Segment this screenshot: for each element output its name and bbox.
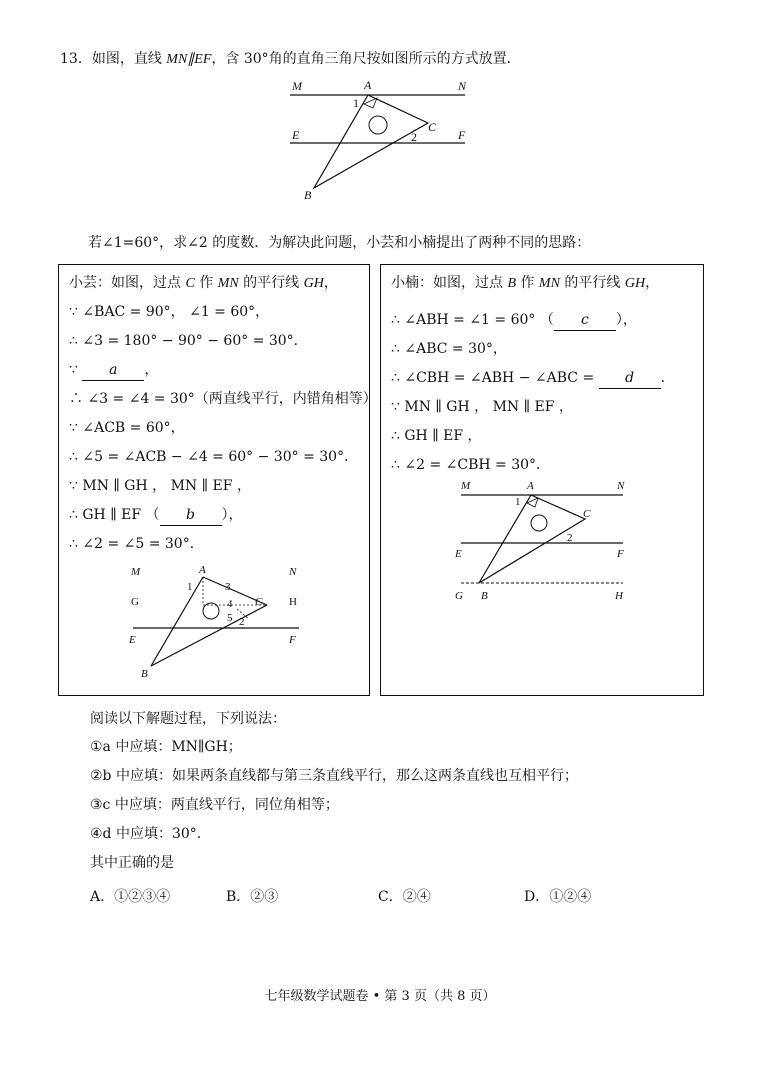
svg-text:B: B xyxy=(481,590,488,602)
option-d[interactable]: D．①②④ xyxy=(524,889,592,905)
option-c[interactable]: C．②④ xyxy=(378,889,431,905)
left-line-4: ∵ a ， xyxy=(69,360,158,381)
xiaoyun-solution-box xyxy=(58,264,377,696)
label-m: M xyxy=(292,79,302,93)
left-line-9: ∴ GH ∥ EF （ b ）， xyxy=(69,505,243,526)
statements-intro: 阅读以下解题过程，下列说法： xyxy=(90,711,286,727)
svg-text:H: H xyxy=(289,596,297,608)
svg-text:C: C xyxy=(583,508,591,520)
label-e: E xyxy=(292,128,300,142)
svg-text:3: 3 xyxy=(225,581,231,593)
svg-text:M: M xyxy=(131,566,141,578)
svg-text:N: N xyxy=(617,480,625,492)
svg-text:1: 1 xyxy=(187,581,193,593)
left-line-5: ∴ ∠3 = ∠4 = 30°（两直线平行，内错角相等） xyxy=(69,391,377,407)
svg-text:2: 2 xyxy=(239,616,245,628)
svg-text:F: F xyxy=(617,548,624,560)
question-stem: 13．如图，直线 MN∥EF，含 30°角的直角三角尺按如图所示的方式放置． xyxy=(60,51,521,67)
svg-text:A: A xyxy=(199,564,206,576)
svg-text:M: M xyxy=(461,480,471,492)
right-line-7: ∴ ∠2 = ∠CBH = 30°． xyxy=(391,457,551,473)
blank-d: d xyxy=(599,368,661,389)
left-line-1: 小芸：如图，过点 C 作 MN 的平行线 GH， xyxy=(69,275,338,291)
option-a[interactable]: A．①②③④ xyxy=(90,889,171,905)
main-figure xyxy=(280,75,480,205)
right-line-1: 小楠：如图，过点 B 作 MN 的平行线 GH， xyxy=(391,275,660,291)
xiaonan-figure xyxy=(451,477,651,607)
triangle-hole xyxy=(369,116,387,134)
blank-b: b xyxy=(160,505,222,526)
answer-prompt: 其中正确的是 xyxy=(90,855,174,871)
page-footer: 七年级数学试题卷 • 第 3 页（共 8 页） xyxy=(264,989,496,1004)
svg-text:E: E xyxy=(129,634,136,646)
label-a: A xyxy=(364,78,372,92)
blank-c: c xyxy=(554,310,616,331)
svg-text:C: C xyxy=(255,596,263,608)
statement-3: ③c 中应填：两直线平行，同位角相等； xyxy=(90,797,339,813)
left-line-7: ∴ ∠5 = ∠ACB − ∠4 = 60° − 30° = 30°． xyxy=(69,449,359,465)
right-line-2: ∴ ∠ABH = ∠1 = 60° （ c ）， xyxy=(391,310,637,331)
xiaonan-solution-box xyxy=(380,264,704,696)
option-b[interactable]: B．②③ xyxy=(226,889,279,905)
svg-text:1: 1 xyxy=(515,496,521,508)
svg-text:E: E xyxy=(455,548,462,560)
svg-text:2: 2 xyxy=(567,532,573,544)
right-line-5: ∵ MN ∥ GH ， MN ∥ EF ， xyxy=(391,399,573,415)
left-line-8: ∵ MN ∥ GH ， MN ∥ EF ， xyxy=(69,478,251,494)
svg-text:H: H xyxy=(615,590,623,602)
svg-text:G: G xyxy=(455,590,463,602)
question-number: 13． xyxy=(60,51,92,67)
label-c: C xyxy=(428,120,437,134)
label-b: B xyxy=(304,188,312,202)
label-angle-1: 1 xyxy=(353,96,359,110)
right-line-3: ∴ ∠ABC = 30°， xyxy=(391,341,507,357)
xiaoyun-figure xyxy=(119,563,319,685)
left-line-3: ∴ ∠3 = 180° − 90° − 60° = 30°． xyxy=(69,333,308,349)
statement-1: ①a 中应填：MN∥GH； xyxy=(90,739,242,755)
right-line-6: ∴ GH ∥ EF ， xyxy=(391,428,482,444)
statement-2: ②b 中应填：如果两条直线都与第三条直线平行，那么这两条直线也互相平行； xyxy=(90,768,578,784)
left-line-2: ∵ ∠BAC = 90°， ∠1 = 60°， xyxy=(69,304,270,320)
svg-text:F: F xyxy=(289,634,296,646)
svg-text:A: A xyxy=(527,480,534,492)
svg-text:B: B xyxy=(141,668,148,680)
statement-4: ④d 中应填：30°. xyxy=(90,826,202,842)
left-line-6: ∵ ∠ACB = 60°， xyxy=(69,420,185,436)
svg-text:G: G xyxy=(131,596,139,608)
blank-a: a xyxy=(82,360,144,381)
right-line-4: ∴ ∠CBH = ∠ABH − ∠ABC = d ． xyxy=(391,368,675,389)
svg-text:4: 4 xyxy=(227,598,233,610)
svg-text:5: 5 xyxy=(227,612,233,624)
label-f: F xyxy=(458,128,466,142)
svg-text:N: N xyxy=(289,566,297,578)
left-line-10: ∴ ∠2 = ∠5 = 30°． xyxy=(69,536,204,552)
question-condition: 若∠1=60°，求∠2 的度数．为解决此问题，小芸和小楠提出了两种不同的思路： xyxy=(88,235,591,251)
label-n: N xyxy=(458,79,467,93)
label-angle-2: 2 xyxy=(411,130,417,144)
